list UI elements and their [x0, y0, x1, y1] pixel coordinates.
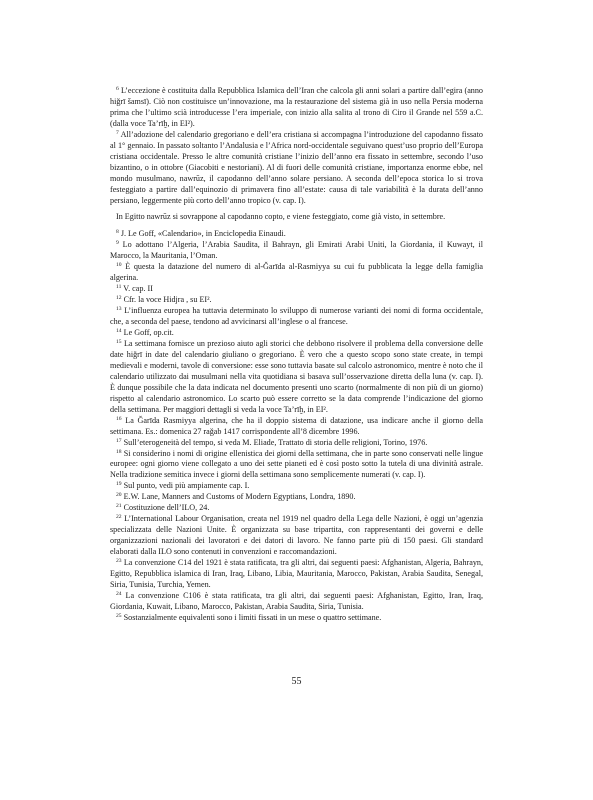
footnote-22: $^{22}$ L’International Labour Organisation, creata nel 1919 nel quadro della Lega delle Nazioni, è oggi un’agenzia specializzata delle Nazioni Unite. È organizzata su base tripartita, con rappresentanti dei governi e delle organizzazioni nazionali dei lavoratori e dei datori di lavoro. Ne fanno parte più di 150 paesi. Gli standard elaborati dalla ILO sono contenuti in convenzioni e raccomandazioni. — [110, 514, 484, 557]
footnote-20: $^{20}$ E.W. Lane, Manners and Customs of Modern Egyptians, Londra, 1890. — [116, 492, 356, 502]
footnote-21: $^{21}$ Costituzione dell’ILO, 24. — [116, 503, 210, 513]
footnote-23: $^{23}$ La convenzione C14 del 1921 è stata ratificata, tra gli altri, dai seguenti paesi: Afghanistan, Algeria, Bahrayn, Egitto, Repubblica islamica di Iran, Iraq, Libano, Libia, Mauritania, Marocco, Pakistan, Arabia Saudita, Senegal, Siria, Tunisia, Turchia, Yemen. — [110, 558, 483, 589]
footnote-15: $^{15}$ La settimana fornisce un prezioso aiuto agli storici che debbono risolvere il problema della conversione delle date hiğrī in date del calendario giuliano o gregoriano. È vero che a questo scopo sono state create, in tempi medievali e moderni, tavole di conversione: esse sono tuttavia basate sul calcolo astronomico, mentre è noto che il calendario utilizzato dai musulmani nella vita quotidiana si basava sull’osservazione diretta della luna (v. cap. I). È dunque possibile che la data indicata nel documento presenti uno scarto (normalmente di non più di un giorno) rispetto al calendario astronomico. Lo scarto può essere corretto se la data comprende l’indicazione del giorno della settimana. Per maggiori dettagli si veda la voce Ta’rīḫ, in EI². — [110, 338, 483, 414]
footnote-18: $^{18}$ Si considerino i nomi di origine ellenistica dei giorni della settimana, che in parte sono conservati nelle lingue europee: ogni giorno viene collegato a uno dei sette pianeti ed è così posto sotto la tutela di una divinità astrale. Nella tradizione semitica invece i giorni della settimana sono semplicemente numerati (v. cap. I). — [110, 448, 483, 480]
footnote-7-continuation: In Egitto nawrūz si sovrappone al capodanno copto, e viene festeggiato, come già visto, in settembre. — [116, 212, 446, 222]
page-number: 55 — [291, 676, 302, 687]
footnotes-section — [110, 86, 483, 624]
footnote-9: $^9$ Lo adottano l’Algeria, l’Arabia Saudita, il Bahrayn, gli Emirati Arabi Uniti, la Giordania, il Kuwayt, il Marocco, la Mauritania, l’Oman. — [110, 240, 483, 261]
footnote-7: $^7$ All’adozione del calendario gregoriano e dell’era cristiana si accompagna l’introduzione del capodanno fissato al 1° gennaio. In passato soltanto l’Andalusia e l’Africa nord-occidentale seguivano quest’uso proprio dell’Europa cristiana occidentale. Presso le altre comunità cristiane l’inizio dell’anno era fissato in settembre, secondo l’uso bizantino, o in ottobre (Giacobiti e nestoriani). Al di fuori delle comunità cristiane, importanza enorme ebbe, nel mondo musulmano, nawrūz, il capodanno dell’anno solare persiano. A seconda dell’epoca storica lo si trova festeggiato a partire dall’equinozio di primavera fino all’estate: causa di tale variabilità è la durata dell’anno persiano, leggermente più corto dell’anno tropico (v. cap. I). — [110, 129, 483, 205]
footnote-11: $^{11}$ V. cap. II — [116, 284, 153, 294]
footnote-10: $^{10}$ È questa la datazione del numero di al-Ğarīda al-Rasmiyya su cui fu pubblicata la legge della famiglia algerina. — [110, 262, 483, 283]
footnote-13: $^{13}$ L’influenza europea ha tuttavia determinato lo sviluppo di numerose varianti dei nomi di forma occidentale, che, a seconda del paese, tendono ad avvicinarsi all’inglese o al francese. — [110, 306, 483, 327]
footnote-17: $^{17}$ Sull’eterogeneità del tempo, si veda M. Eliade, Trattato di storia delle religioni, Torino, 1976. — [116, 437, 428, 447]
footnote-8: $^8$ J. Le Goff, «Calendario», in Enciclopedia Einaudi. — [116, 229, 286, 239]
footnote-16: $^{16}$ La Ğarīda Rasmiyya algerina, che ha il doppio sistema di datazione, usa indicare anche il giorno della settimana. Es.: domenica 27 rağab 1417 corrispondente all’8 dicembre 1996. — [110, 415, 484, 436]
footnote-24: $^{24}$ La convenzione C106 è stata ratificata, tra gli altri, dai seguenti paesi: Afghanistan, Egitto, Iran, Iraq, Giordania, Kuwait, Libano, Marocco, Pakistan, Arabia Saudita, Siria, Tunisia. — [110, 590, 483, 611]
footnote-19: $^{19}$ Sul punto, vedi più ampiamente cap. I. — [116, 481, 250, 491]
footnote-6: $^6$ L’eccezione è costituita dalla Repubblica Islamica dell’Iran che calcola gli anni solari a partire dall’egira (anno hiğrī šamsī). Ciò non costituisce un’innovazione, ma la restaurazione del sistema già in uso nella Persia moderna prima che l’ultimo scià introducesse l’era imperiale, con inizio alla salita al trono di Ciro il Grande nel 559 a.C. (dalla voce Ta’rīḫ, in EI²). — [110, 86, 483, 128]
footnote-25: $^{25}$ Sostanzialmente equivalenti sono i limiti fissati in un mese o quattro settimane. — [116, 612, 382, 622]
footnote-14: $^{14}$ Le Goff, op.cit. — [116, 328, 174, 338]
footnote-12: $^{12}$ Cfr. la voce Hidjra , su EI². — [116, 295, 212, 305]
